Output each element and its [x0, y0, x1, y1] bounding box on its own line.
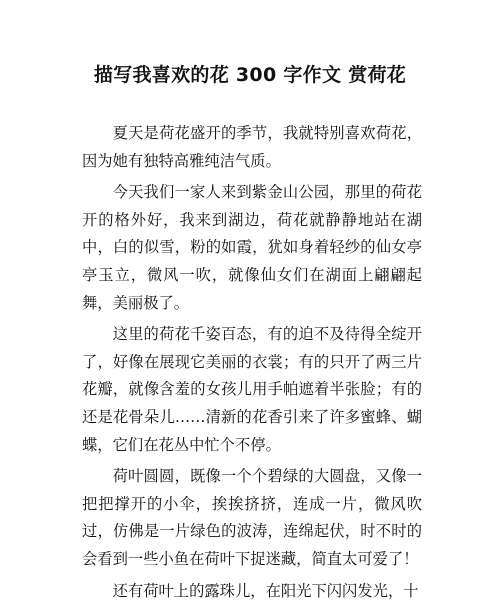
- paragraph-4: 荷叶圆圆，既像一个个碧绿的大圆盘，又像一把把撑开的小伞，挨挨挤挤，连成一片，微风吹过，仿佛是一片绿色的波涛，连绵起伏，时不时的会看到一些小鱼在荷叶下捉迷藏，简直太可爱了！: [82, 467, 422, 568]
- paragraph-2: 今天我们一家人来到紫金山公园，那里的荷花开的格外好，我来到湖边，荷花就静静地站在湖中，白的似雪，粉的如霞，犹如身着轻纱的仙女亭亭玉立，微风一吹，就像仙女们在湖面上翩翩起舞，美丽极了。: [82, 183, 422, 312]
- paragraph-3: 这里的荷花千姿百态，有的迫不及待得全绽开了，好像在展现它美丽的衣裳；有的只开了两三片花瓣，就像含羞的女孩儿用手帕遮着半张脸；有的还是花骨朵儿……清新的花香引来了许多蜜蜂、蝴蝶，它们在花丛中忙个不停。: [82, 325, 422, 454]
- document-body: [82, 120, 422, 609]
- paragraph-1: 夏天是荷花盛开的季节，我就特别喜欢荷花，因为她有独特高雅纯洁气质。: [82, 124, 422, 170]
- document-title: 描写我喜欢的花 300 字作文 赏荷花: [93, 64, 407, 86]
- paragraph-5: 还有荷叶上的露珠儿，在阳光下闪闪发光，十: [112, 581, 419, 600]
